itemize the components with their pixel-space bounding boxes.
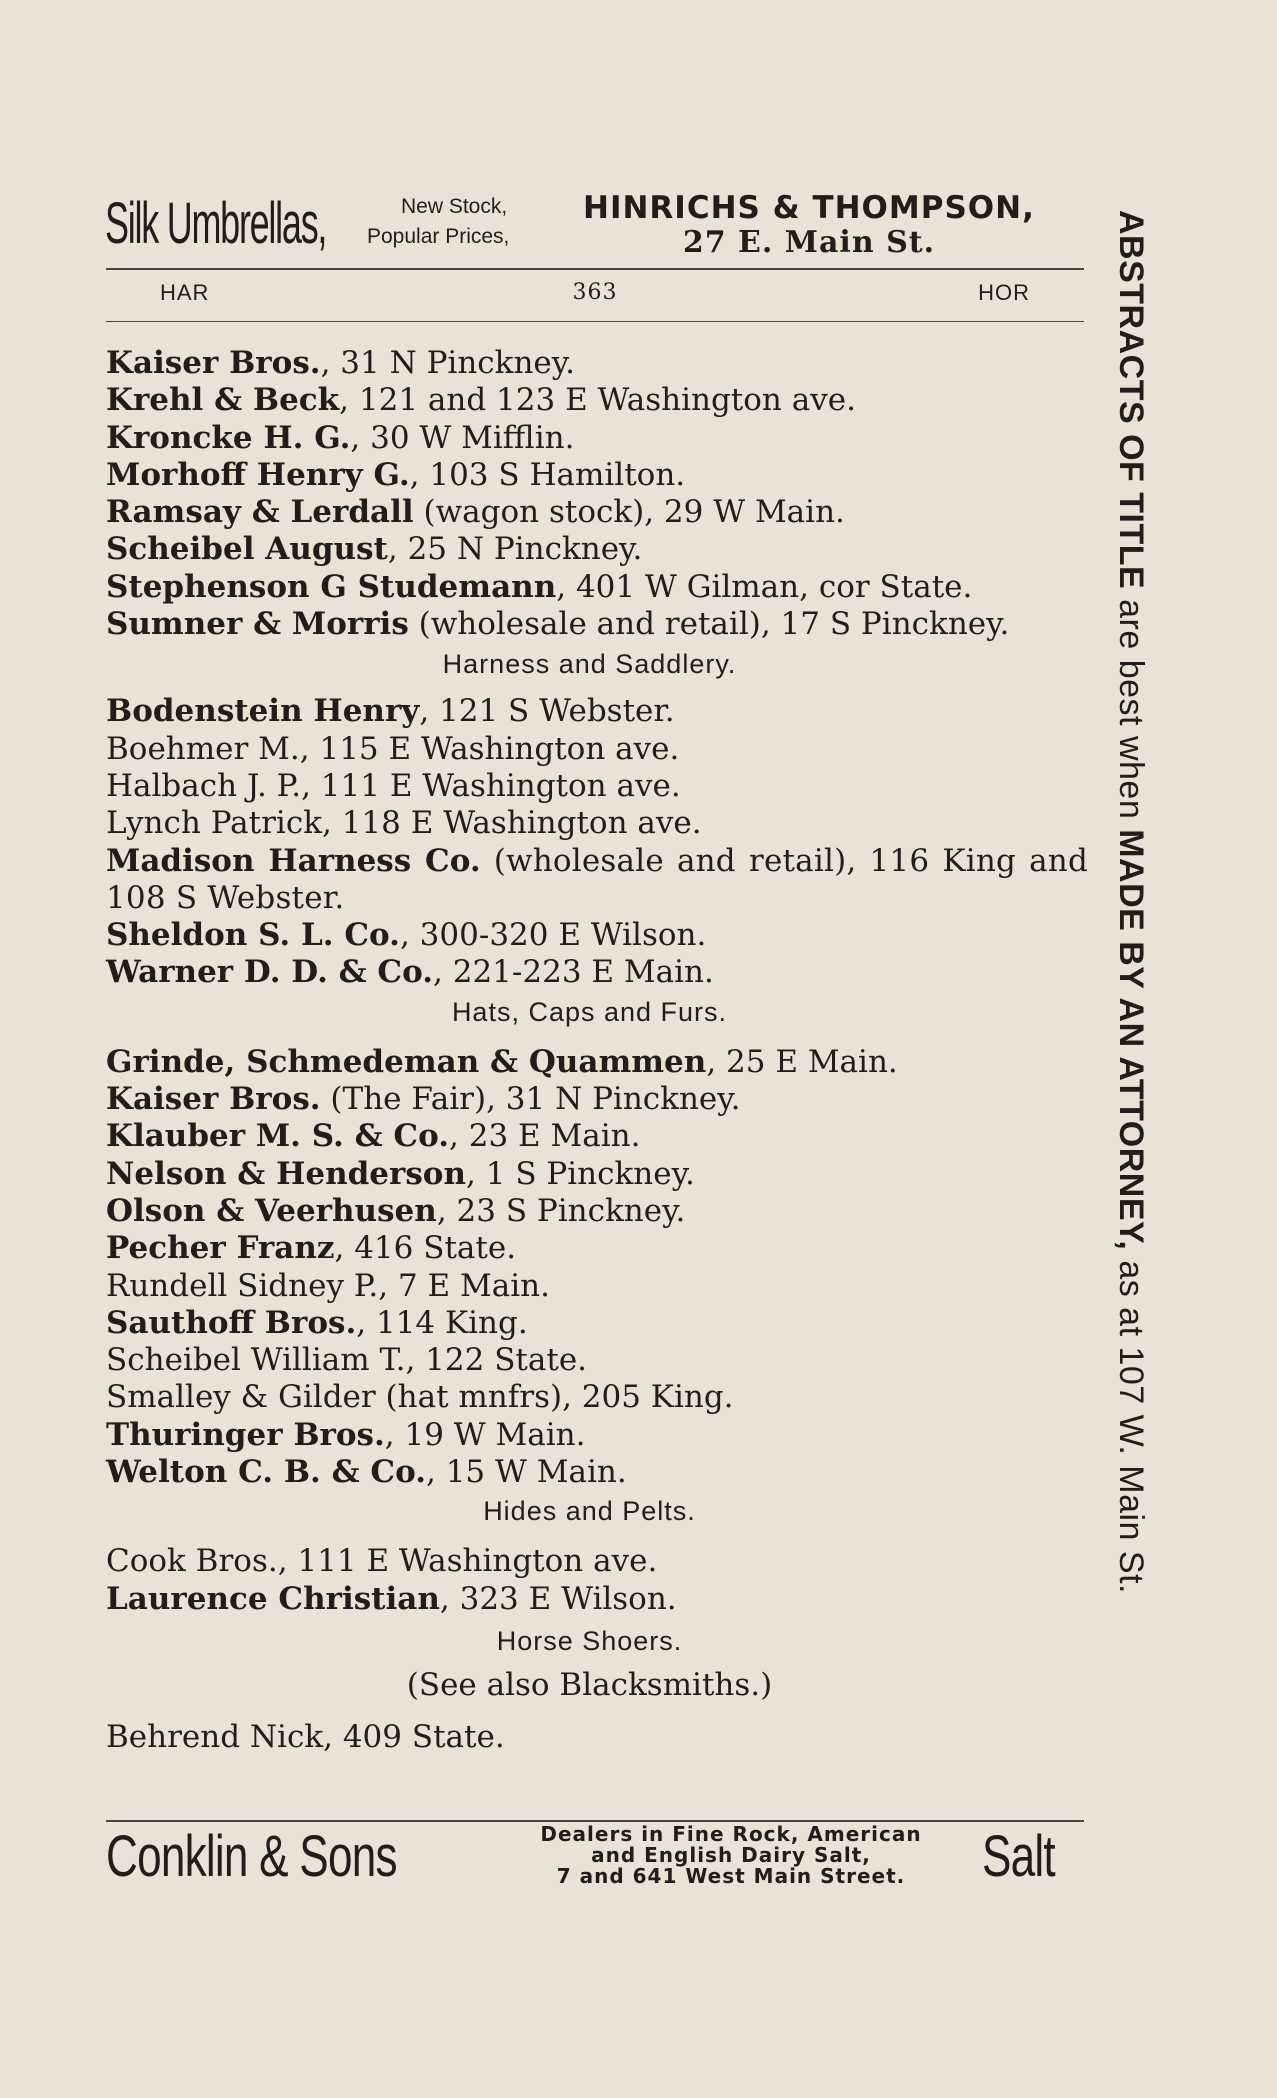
list-item: Kaiser Bros. (The Fair), 31 N Pinckney. [106,1081,741,1118]
ad-bottom-line1: Dealers in Fine Rock, American [540,1822,922,1846]
list-item: Cook Bros., 111 E Washington ave. [106,1543,658,1580]
ad-product-title: Silk Umbrellas, [105,191,327,256]
list-item: Welton C. B. & Co., 15 W Main. [106,1454,627,1491]
ad-tagline-line1: New Stock, [401,195,508,218]
list-item: Klauber M. S. & Co., 23 E Main. [106,1118,641,1155]
top-advertisement [105,188,1085,268]
ad-firm-name: HINRICHS & THOMPSON, [583,190,1035,226]
side-advertisement [1104,210,1154,1880]
list-item: Madison Harness Co. (wholesale and retail), 116 King and 108 S Webster. [106,842,1088,916]
ad-bottom-firm: Conklin & Sons [106,1824,397,1889]
ad-bottom-line2: and English Dairy Salt, [591,1843,871,1867]
list-item: Smalley & Gilder (hat mnfrs), 205 King. [106,1379,734,1416]
section-heading-horse-shoers: Horse Shoers. [496,1625,683,1656]
list-item: Kaiser Bros., 31 N Pinckney. [106,345,576,381]
section-heading-harness: Harness and Saddlery. [442,649,737,680]
top-rule [106,268,1084,270]
ad-bottom-description [491,1824,971,1887]
bottom-advertisement [106,1822,1086,1902]
section-heading-hats: Hats, Caps and Furs. [451,996,728,1027]
cross-reference-note: (See also Blacksmiths.) [406,1666,773,1703]
directory-listing [106,345,1091,1757]
list-item: Boehmer M., 115 E Washington ave. [106,730,680,767]
section-heading-hides: Hides and Pelts. [483,1496,696,1527]
list-item: Bodenstein Henry, 121 S Webster. [106,693,675,730]
page-number: 363 [572,280,618,305]
list-item: Morhoff Henry G., 103 S Hamilton. [106,456,686,493]
header-rule [106,321,1084,322]
list-item: Laurence Christian, 323 E Wilson. [106,1580,677,1617]
ad-firm-block [583,190,1035,260]
list-item: Scheibel William T., 122 State. [106,1342,588,1379]
list-item: Krehl & Beck, 121 and 123 E Washington ave. [106,382,856,419]
list-item: Lynch Patrick, 118 E Washington ave. [106,805,702,842]
running-head-right: HOR [978,280,1030,305]
list-item: Sumner & Morris (wholesale and retail), 17 S Pinckney. [106,606,1010,643]
running-head-left: HAR [160,280,210,305]
list-item: Grinde, Schmedeman & Quammen, 25 E Main. [106,1043,898,1080]
list-item: Olson & Veerhusen, 23 S Pinckney. [106,1192,686,1229]
ad-bottom-product: Salt [982,1824,1055,1889]
list-item: Stephenson G Studemann, 401 W Gilman, cor State. [106,568,973,605]
list-item: Warner D. D. & Co., 221-223 E Main. [106,954,714,991]
list-item: Sauthoff Bros., 114 King. [106,1304,528,1341]
list-item: Scheibel August, 25 N Pinckney. [106,531,643,568]
ad-tagline [367,192,510,252]
list-item: Rundell Sidney P., 7 E Main. [106,1267,550,1304]
list-item: Kroncke H. G., 30 W Mifflin. [106,419,575,456]
list-item: Thuringer Bros., 19 W Main. [106,1416,586,1453]
list-item: Pecher Franz, 416 State. [106,1230,517,1267]
ad-bottom-line3: 7 and 641 West Main Street. [556,1864,906,1888]
side-ad-text: ABSTRACTS OF TITLE are best when MADE BY AN ATTORNEY, as at 107 W. Main St. [1112,210,1150,1594]
running-head [106,280,1084,314]
ad-tagline-line2: Popular Prices, [367,225,510,248]
list-item: Sheldon S. L. Co., 300-320 E Wilson. [106,917,707,954]
ad-firm-address: 27 E. Main St. [682,225,936,260]
list-item: Ramsay & Lerdall (wagon stock), 29 W Main. [106,494,845,531]
list-item: Behrend Nick, 409 State. [106,1719,505,1756]
list-item: Nelson & Henderson, 1 S Pinckney. [106,1155,695,1192]
list-item: Halbach J. P., 111 E Washington ave. [106,767,681,804]
